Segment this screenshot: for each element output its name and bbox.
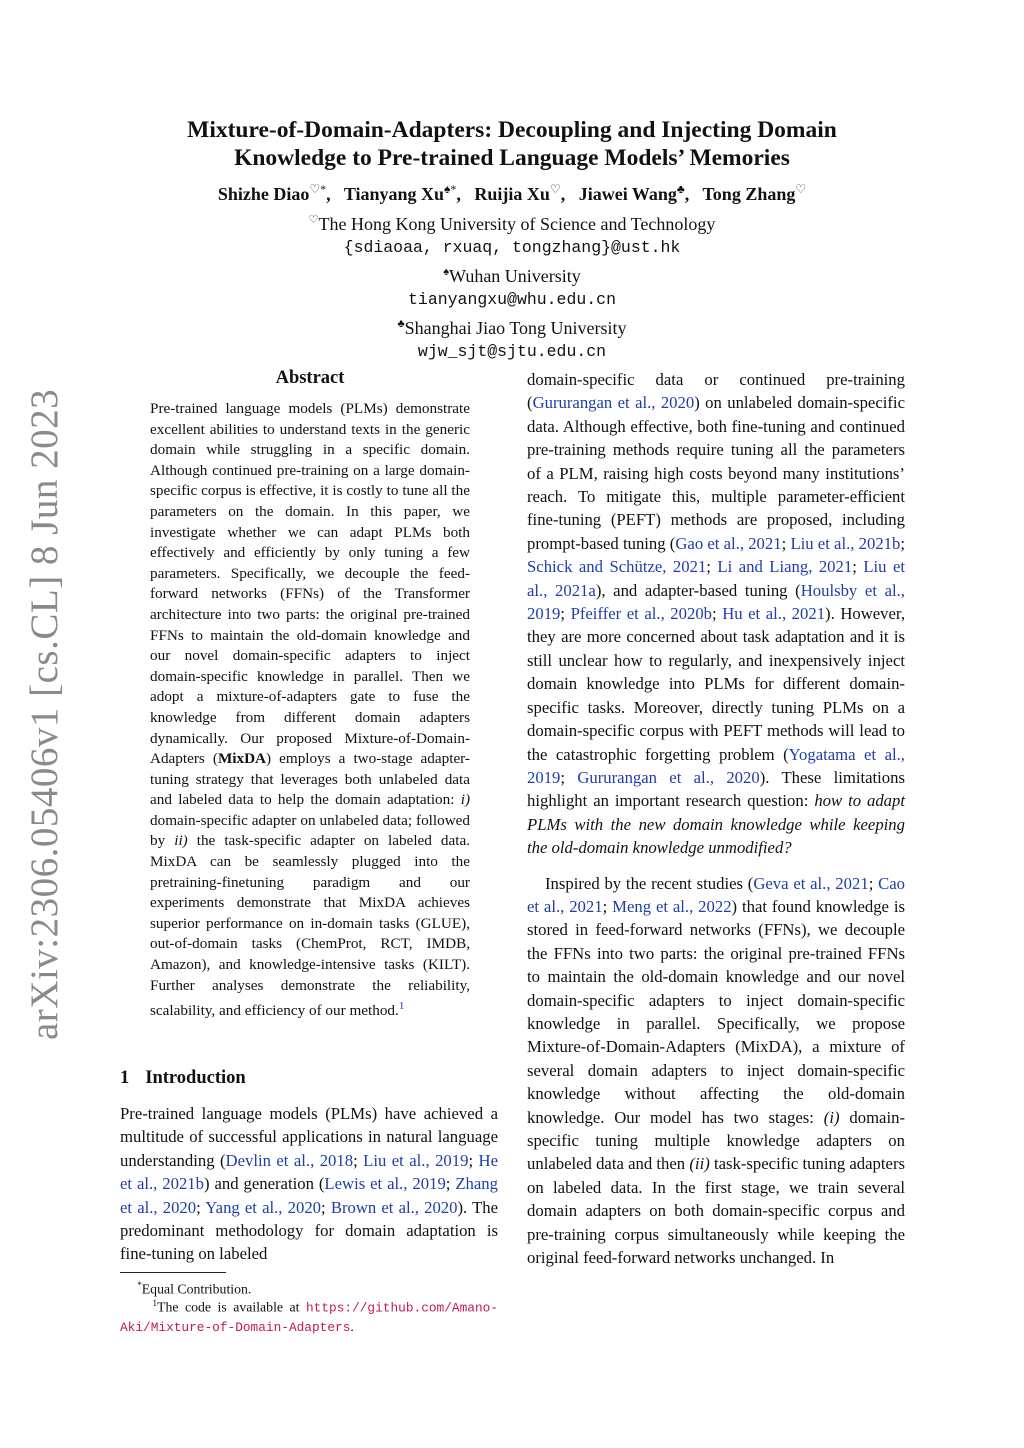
affiliation-text: Wuhan University [449, 266, 581, 286]
right-column [527, 368, 905, 1269]
intro-text: ). The predominant methodology for domain adaptation is fine-tuning on labeled [120, 1197, 499, 1264]
affiliation-block [120, 208, 904, 364]
author-mark: ♣ [676, 182, 685, 196]
arxiv-side-label: arXiv:2306.05406v1 [cs.CL] 8 Jun 2023 [23, 388, 66, 1040]
citation-link[interactable]: Houlsby et al., 2019 [527, 580, 905, 624]
affiliation-mark: ♣ [397, 318, 405, 330]
body-text: domain-specific tuning multiple knowledge adapters on unlabeled data and then [527, 1107, 905, 1174]
author-mark: ♠* [444, 182, 457, 196]
body-text: ). However, they are more concerned about task adaptation and it is still unclear how to regularly, and inexpensively inject domain knowledge into PLMs for different domain-specific tasks. Moreover, directly tuning PLMs on a domain-specific corpus with PEFT methods will lead to the catastrophic forgetting problem ( [527, 604, 905, 764]
footnote-mark: * [137, 1280, 142, 1290]
body-text: Inspired by the recent studies ( [545, 873, 754, 893]
author-mark: ♡ [549, 182, 561, 196]
paper-title [120, 116, 904, 172]
author-list: Shizhe Diao♡*, Tianyang Xu♠*, Ruijia Xu♡, Jiawei Wang♣, Tong Zhang♡ [217, 182, 807, 204]
body-text: ) on unlabeled domain-specific data. Although effective, both fine-tuning and continued pre-training methods require tuning all the parameters of a PLM, raising high costs beyond many institutions’ reach. To mitigate this, multiple parameter-efficient fine-tuning (PEFT) methods are proposed, including prompt-based tuning ( [527, 393, 905, 553]
abstract-heading: Abstract [275, 368, 345, 388]
author-mark: ♡ [795, 182, 807, 196]
citation-link[interactable]: Lewis et al., 2019 [324, 1174, 446, 1194]
affiliation-name [120, 208, 904, 236]
citation-link[interactable]: Gururangan et al., 2020 [532, 393, 695, 413]
citation-link[interactable]: Li and Liang, 2021 [717, 557, 853, 577]
body-text: ). These limitations highlight an important research question: [527, 767, 905, 811]
abstract-text: ) employs a two-stage adapter-tuning strategy that leverages both unlabeled data and labeled data to help the domain adaptation: [150, 750, 470, 809]
section-heading-introduction [120, 1068, 246, 1089]
footnote-code: $^1$The code is available at https://github.com/Amano-Aki/Mixture-of-Domain-Adapters. [120, 1298, 498, 1335]
abstract-i-mark: i) [460, 791, 470, 809]
citation-link[interactable]: He et al., 2021b [120, 1150, 498, 1194]
footnote-ref-1[interactable]: 1 [398, 1000, 405, 1013]
affiliation-mark: ♠ [443, 266, 450, 278]
abstract-text: domain-specific adapter on unlabeled data; followed by [150, 811, 470, 850]
stage-i-mark: (i) [823, 1107, 840, 1127]
footnote-text: Equal Contribution. [141, 1281, 252, 1297]
footnote-text: The code is available at [157, 1299, 306, 1315]
citation-link[interactable]: Brown et al., 2020 [330, 1197, 458, 1217]
citation-link[interactable]: Liu et al., 2019 [363, 1150, 469, 1170]
title-line-2: Knowledge to Pre-trained Language Models’ Memories [234, 145, 790, 171]
intro-text: ) and generation ( [204, 1174, 325, 1194]
code-url-link[interactable]: https://github.com/Amano-Aki/Mixture-of-Domain-Adapters [120, 1300, 498, 1335]
citation-link[interactable]: Liu et al., 2021a [527, 557, 905, 600]
section-title: Introduction [145, 1068, 246, 1088]
citation-link[interactable]: Meng et al., 2022 [612, 896, 732, 916]
abstract-mixda: MixDA [217, 750, 267, 768]
abstract-ii-mark: ii) [174, 832, 188, 850]
body-text: ) that found knowledge is stored in feed-forward networks (FFNs), we decouple the FFNs into two parts: the original pre-trained FFNs to maintain the old-domain knowledge and our novel domain-specific adapters to inject domain-specific knowledge in parallel. Specifically, we propose Mixture-of-Domain-Adapters (MixDA), a mixture of several domain adapters to inject domain-specific knowledge without affecting the old-domain knowledge. Our model has two stages: [527, 896, 905, 1127]
research-question: how to adapt PLMs with the new domain knowledge while keeping the old-domain knowledge unmodified? [527, 791, 905, 858]
footnote-rule [120, 1272, 226, 1273]
affiliation-name [120, 312, 904, 340]
author-name: Jiawei Wang [578, 184, 677, 204]
citation-link[interactable]: Cao et al., 2021 [527, 873, 905, 916]
affiliation-name [120, 260, 904, 288]
citation-link[interactable]: Yang et al., 2020 [205, 1197, 322, 1217]
affiliation-email: {sdiaoaa, rxuaq, tongzhang}@ust.hk [343, 238, 681, 257]
stage-ii-mark: (ii) [689, 1154, 710, 1174]
author-mark: ♡* [309, 182, 327, 196]
title-line-1: Mixture-of-Domain-Adapters: Decoupling and Injecting Domain [187, 117, 837, 143]
abstract-text: the task-specific adapter on labeled data. MixDA can be seamlessly plugged into the pretraining-finetuning paradigm and our experiments demonstrate that MixDA achieves superior performance on in-domain tasks (GLUE), out-of-domain tasks (ChemProt, RCT, IMDB, Amazon), and knowledge-intensive tasks (KILT). Further analyses demonstrate the reliability, scalability, and efficiency of our method. [150, 832, 470, 1020]
right-paragraph-2: Inspired by the recent studies (Geva et al., 2021; Cao et al., 2021; Meng et al., 2022) that found knowledge is stored in feed-forward networks (FFNs), we decouple the FFNs into two parts: the original pre-trained FFNs to maintain the old-domain knowledge and our novel domain-specific adapters to inject domain-specific knowledge in parallel. Specifically, we propose Mixture-of-Domain-Adapters (MixDA), a mixture of several domain adapters to inject domain-specific knowledge without affecting the old-domain knowledge. Our model has two stages: (i) domain-specific tuning multiple knowledge adapters on unlabeled data and then (ii) task-specific tuning adapters on labeled data. In the first stage, we train several domain adapters on both domain-specific corpus and pre-training corpus simultaneously while keeping the original feed-forward networks unchanged. In [527, 873, 905, 1268]
affiliation-text: The Hong Kong University of Science and Technology [318, 214, 716, 234]
affiliation-email: wjw_sjt@sjtu.edu.cn [417, 342, 607, 361]
author-name: Tong Zhang [702, 184, 796, 204]
affiliation-mark: ♡ [308, 214, 319, 226]
abstract-text: Pre-trained language models (PLMs) demonstrate excellent abilities to understand texts in the generic domain while struggling in a specific domain. Although continued pre-training on a large domain-specific corpus is effective, it is costly to tune all the parameters on the domain. In this paper, we investigate whether we can adapt PLMs both effectively and efficiently by only tuning a few parameters. Specifically, we decouple the feed-forward networks (FFNs) of the Transformer architecture into two parts: the original pre-trained FFNs to maintain the old-domain knowledge and our novel domain-specific adapters to inject domain-specific knowledge in parallel. Then we adopt a mixture-of-adapters gate to fuse the knowledge from different domain adapters dynamically. Our proposed Mixture-of-Domain-Adapters ( [150, 400, 470, 768]
citation-link[interactable]: Schick and Schütze, 2021 [527, 557, 707, 577]
body-text: domain-specific data or continued pre-training ( [527, 370, 905, 413]
author-name: Ruijia Xu [474, 184, 550, 204]
citation-link[interactable]: Gururangan et al., 2020 [577, 767, 760, 787]
abstract-body [150, 399, 470, 1022]
citation-link[interactable]: Geva et al., 2021 [753, 873, 869, 893]
affiliation-email: tianyangxu@whu.edu.cn [408, 290, 616, 309]
affiliation-text: Shanghai Jiao Tong University [404, 318, 627, 338]
right-paragraph-1: domain-specific data or continued pre-training (Gururangan et al., 2020) on unlabeled domain-specific data. Although effective, both fine-tuning and continued pre-training methods require tuning all the parameters of a PLM, raising high costs beyond many institutions’ reach. To mitigate this, multiple parameter-efficient fine-tuning (PEFT) methods are proposed, including prompt-based tuning (Gao et al., 2021; Liu et al., 2021b; Schick and Schütze, 2021; Li and Liang, 2021; Liu et al., 2021a), and adapter-based tuning (Houlsby et al., 2019; Pfeiffer et al., 2020b; Hu et al., 2021). However, they are more concerned about task adaptation and it is still unclear how to regularly, and inexpensively inject domain knowledge into PLMs for different domain-specific tasks. Moreover, directly tuning PLMs on a domain-specific corpus with PEFT methods will lead to the catastrophic forgetting problem (Yogatama et al., 2019; Gururangan et al., 2020). These limitations highlight an important research question: how to adapt PLMs with the new domain knowledge while keeping the old-domain knowledge unmodified? [527, 370, 906, 858]
citation-link[interactable]: Yogatama et al., 2019 [527, 744, 905, 787]
body-text: ), and adapter-based tuning ( [595, 580, 801, 600]
citation-link[interactable]: Zhang et al., 2020 [120, 1174, 498, 1217]
citation-link[interactable]: Gao et al., 2021 [675, 533, 782, 553]
citation-link[interactable]: Devlin et al., 2018 [225, 1150, 354, 1170]
author-name: Tianyang Xu [343, 184, 445, 204]
section-number: 1 [120, 1068, 130, 1088]
citation-link[interactable]: Hu et al., 2021 [722, 604, 826, 624]
footnote-mark: 1 [152, 1298, 158, 1308]
citation-link[interactable]: Liu et al., 2021b [790, 533, 901, 553]
intro-text: Pre-trained language models (PLMs) have achieved a multitude of successful applications in natural language understanding ( [120, 1104, 498, 1170]
body-text: task-specific tuning adapters on labeled data. In the first stage, we train several domain adapters on both domain-specific corpus and pre-training corpus simultaneously while keeping the original feed-forward networks unchanged. In [527, 1154, 905, 1268]
citation-link[interactable]: Pfeiffer et al., 2020b [570, 604, 713, 624]
author-name: Shizhe Diao [217, 184, 310, 204]
introduction-paragraph: Pre-trained language models (PLMs) have achieved a multitude of successful applications in natural language understanding (Devlin et al., 2018; Liu et al., 2019; He et al., 2021b) and generation (Lewis et al., 2019; Zhang et al., 2020; Yang et al., 2020; Brown et al., 2020). The predominant methodology for domain adaptation is fine-tuning on labeled [120, 1104, 499, 1264]
